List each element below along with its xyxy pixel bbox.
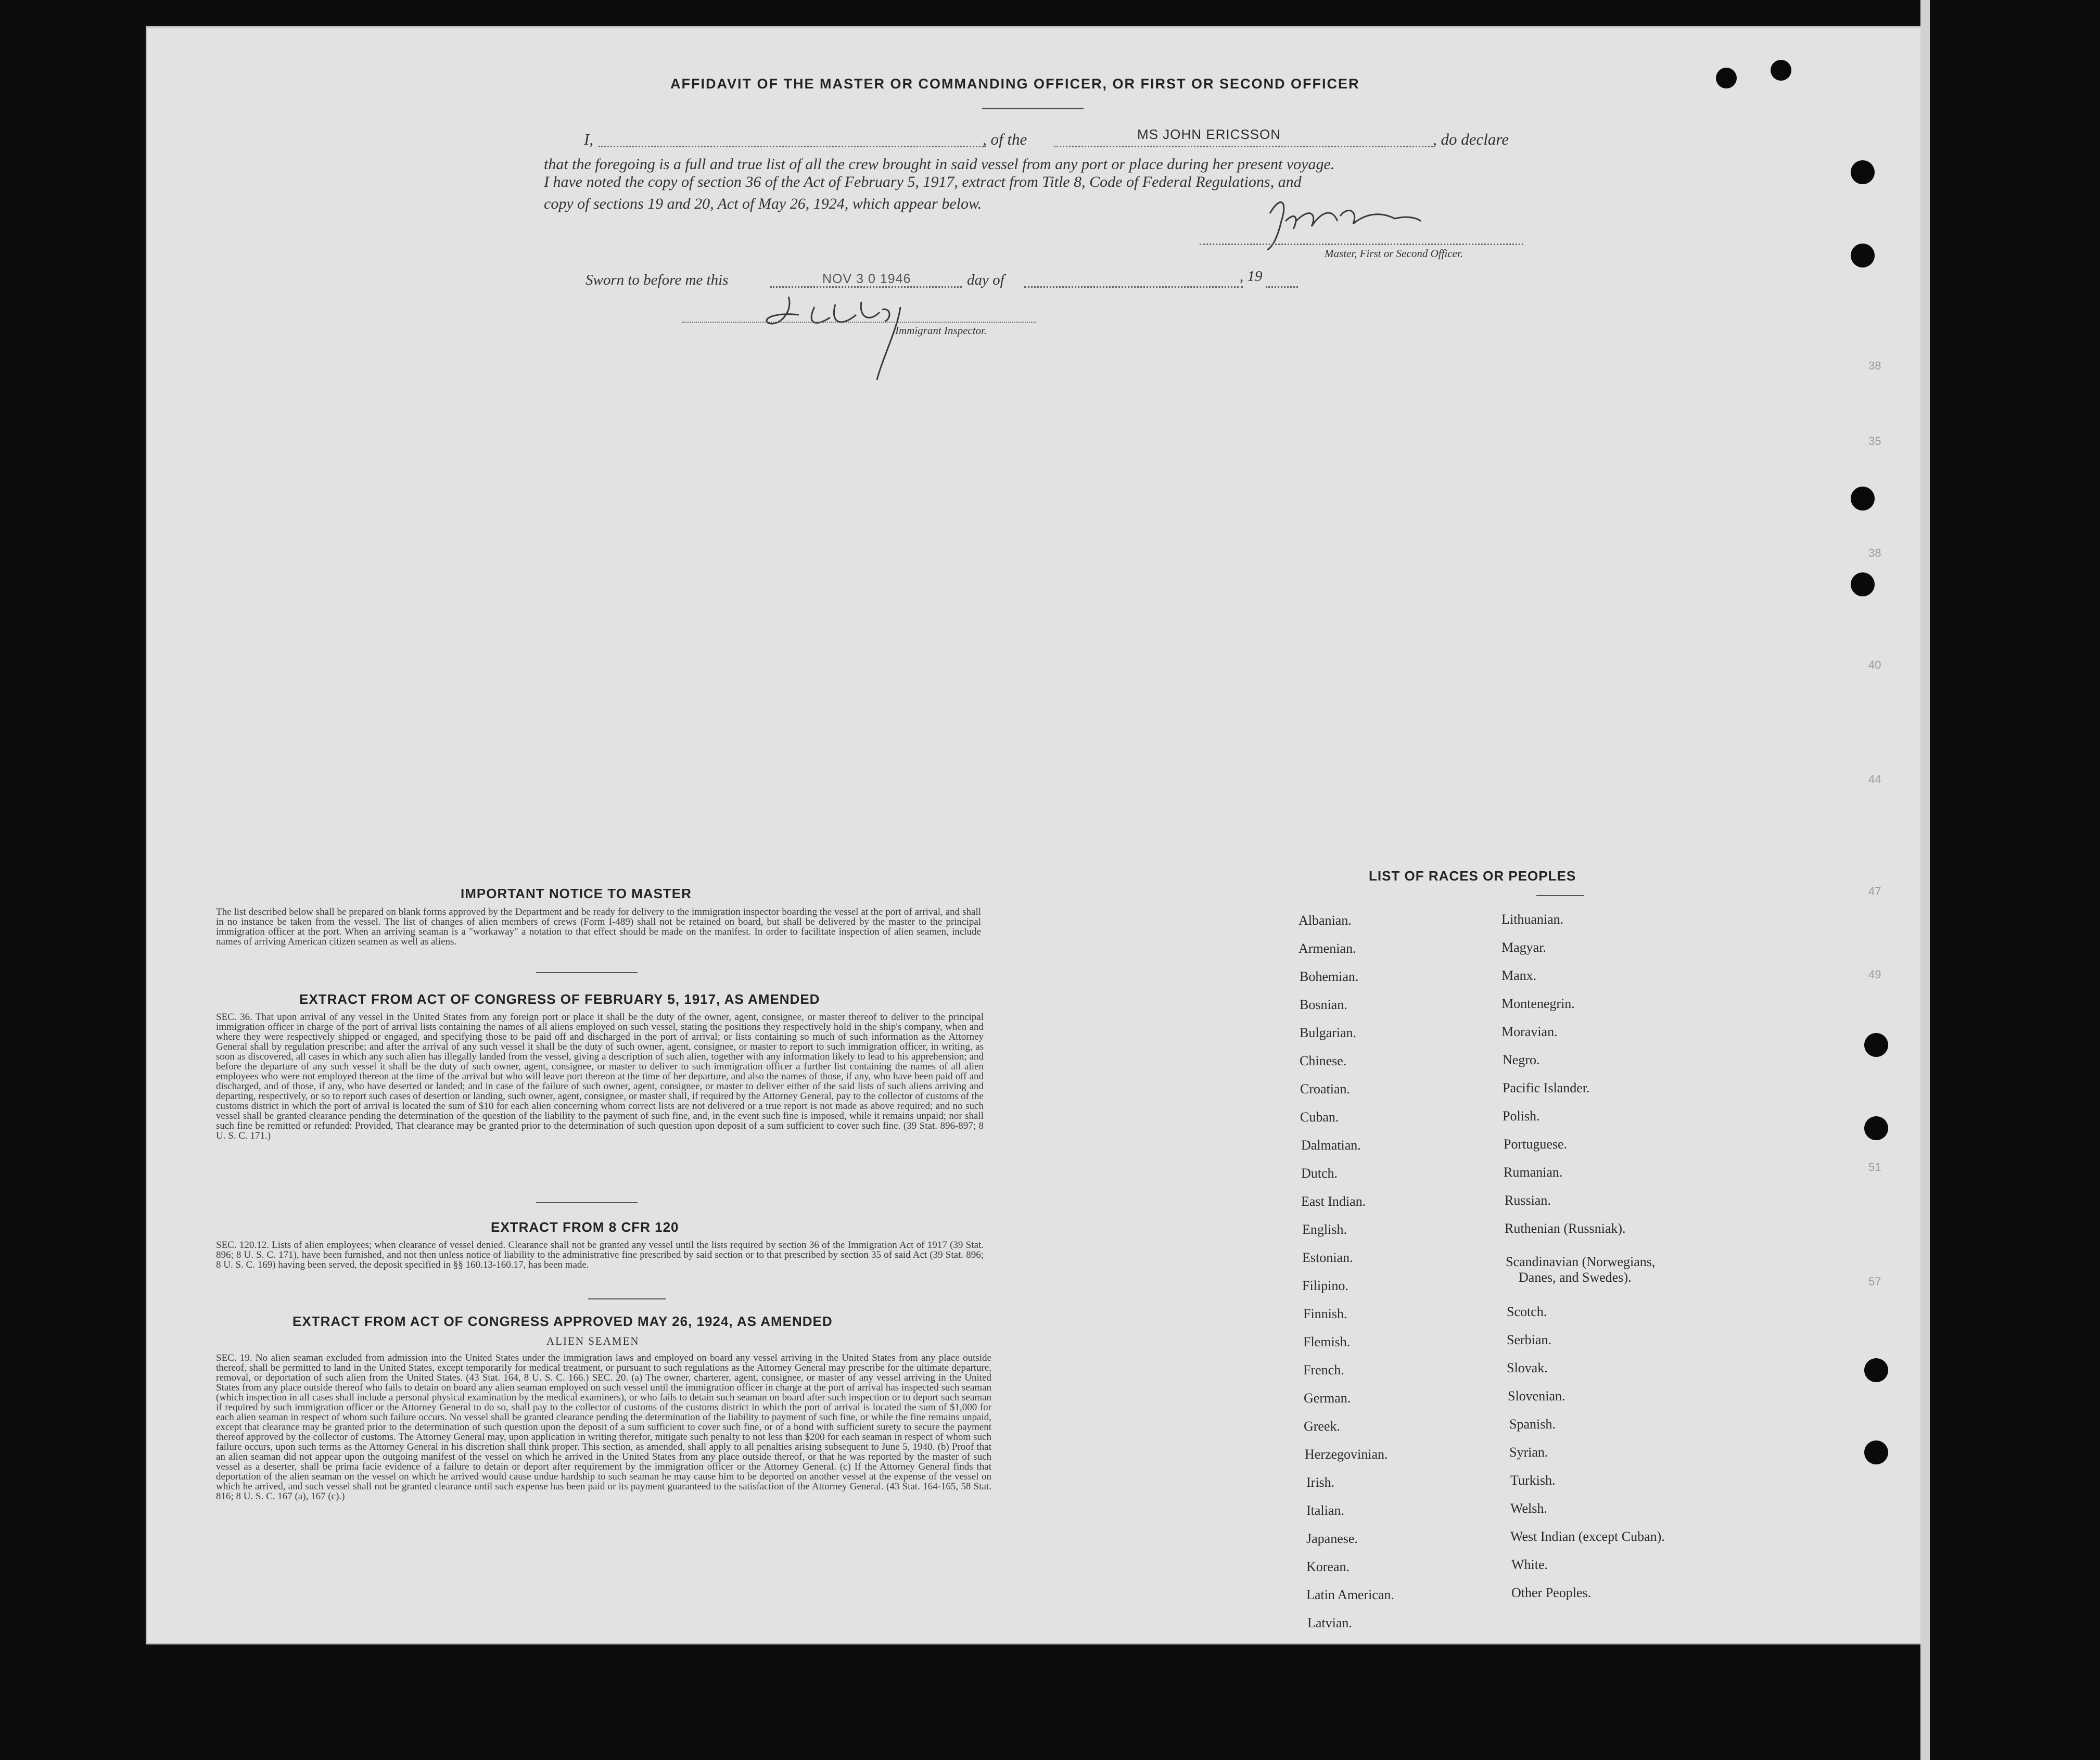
punch-hole [1864,1358,1888,1382]
year-blank [1266,286,1298,288]
race-item: Portuguese. [1504,1137,1568,1152]
race-item: White. [1511,1557,1548,1572]
divider [588,1298,666,1299]
race-item: Russian. [1505,1193,1551,1208]
race-item: Greek. [1304,1419,1341,1434]
punch-hole [1864,1440,1888,1464]
extract-1917-text: SEC. 36. That upon arrival of any vessel in the United States from any foreign port or place it shall be the duty of the owner, agent, consignee, or master thereof to deliver to the principal immigration officer in charge of the port of arrival lists containing the names of all aliens employed on such vessel, stating the positions they respectively hold in the ship's company, when and where they were respectively shipped or engaged, and specifying those to be paid off and discharged in the port of arrival; or lists containing so much of such information as the Attorney General shall by regulation prescribe; and after the arrival of any such vessel it shall be the duty of such owner, agent, consignee, or master to report to such immigration officer, in writing, as soon as discovered, all cases in which any such alien has illegally landed from the vessel, giving a description of such alien, together with any information likely to lead to his apprehension; and before the departure of any such vessel it shall be the duty of such owner, agent, consignee, or master to deliver to such immigration officer a further list containing the names of all alien employees who were not employed thereon at the time of the arrival but who will leave port thereon at the time of her departure, and also the names of those, if any, who have been paid off and discharged, and of those, if any, who have deserted or landed; and in case of the failure of such owner, agent, consignee, or master to deliver either of the said lists of such aliens arriving and departing, respectively, or so to report such cases of desertion or landing, such owner, agent, consignee, or master shall, if required by the Attorney General, pay to the collector of customs of the customs district in which the port of arrival is located the sum of $10 for each alien concerning whom correct lists are not delivered or a true report is not made as above required; and no such vessel shall be granted clearance pending the determination of the question of the liability to the payment of such fine, and, in the event such fine is imposed, while it remains unpaid; nor shall such fine be remitted or refunded: Provided, That clearance may be granted prior to the determination of such question upon deposit of a sum sufficient to cover such fine. (39 Stat. 896-897; 8 U. S. C. 171.) [216,1012,984,1141]
page-edge [1920,0,1930,1760]
day-of: day of [967,272,1004,288]
affidavit-line1-declare: , do declare [1433,130,1509,148]
race-item: Albanian. [1299,913,1352,928]
affidavit-line1-i: I, [584,130,594,148]
race-item: Danes, and Swedes). [1519,1270,1632,1285]
race-item: Herzegovinian. [1305,1447,1388,1462]
bleed-through-marks: 38 [1868,546,1881,559]
affidavit-title: AFFIDAVIT OF THE MASTER OR COMMANDING OFFICER, OR FIRST OR SECOND OFFICER [670,76,1360,92]
extract-1917-title: EXTRACT FROM ACT OF CONGRESS OF FEBRUARY 5, 1917, AS AMENDED [299,991,820,1007]
divider [536,972,638,973]
race-item: Armenian. [1299,941,1356,956]
race-item: Serbian. [1507,1332,1551,1347]
affidavit-line3: I have noted the copy of section 36 of the Act of February 5, 1917, extract from Title 8, Code of Federal Regulations, and [544,173,1302,190]
race-item: Filipino. [1302,1278,1348,1293]
extract-1924-text: SEC. 19. No alien seaman excluded from admission into the United States under the immigration laws and employed on board any vessel arriving in the United States from any place outside thereof, shall be permitted to land in the United States, except temporarily for medical treatment, or pursuant to such regulations as the Attorney General may prescribe for the ultimate departure, removal, or deportation of such alien from the United States. (43 Stat. 164, 8 U. S. C. 166.) SEC. 20. (a) The owner, charterer, agent, consignee, or master of any vessel arriving in the United States from any place outside thereof who fails to detain on board any alien seaman employed on such vessel until the immigration officer in charge at the port of arrival has inspected such seaman (which inspection in all cases shall include a personal physical examination by the medical examiners), or who fails to detain such seaman on board after such inspection or to deport such seaman if required by such immigration officer or the Attorney General to do so, shall pay to the collector of customs of the customs district in which the port of arrival is located the sum of $1,000 for each alien seaman in respect of whom such failure occurs. No vessel shall be granted clearance pending the determination of the liability to payment of such fine, or while the fine remains unpaid, except that clearance may be granted prior to the determination of such question upon the deposit of a sum sufficient to cover such fine, or of a bond with sufficient surety to secure the payment thereof approved by the collector of customs. The Attorney General may, upon application in writing therefor, mitigate such penalty to not less than $200 for each seaman in respect of whom such failure occurs, upon such terms as the Attorney General in his discretion shall think proper. This section, as amended, shall apply to all penalties arising subsequent to June 5, 1940. (b) Proof that an alien seaman did not appear upon the outgoing manifest of the vessel on which he arrived in the United States from any place outside thereof, or that he was reported by the master of such vessel as a deserter, shall be prima facie evidence of a failure to detain or deport after requirement by the immigration officer or the Attorney General. (c) If the Attorney General finds that deportation of the alien seaman on the vessel on which he arrived would cause undue hardship to such seaman he may cause him to be deported on another vessel at the expense of the vessel on which he arrived, and such vessel shall not be granted clearance until such expense has been paid or its payment guaranteed to the satisfaction of the Attorney General. (43 Stat. 164-165, 58 Stat. 816; 8 U. S. C. 167 (a), 167 (c).) [216,1353,991,1502]
race-item: Syrian. [1509,1445,1548,1460]
race-item: English. [1302,1222,1347,1237]
race-item: Magyar. [1501,940,1546,955]
race-item: French. [1303,1362,1344,1378]
race-item: Cuban. [1300,1109,1339,1125]
race-item: Dalmatian. [1301,1138,1361,1153]
race-item: Latvian. [1307,1615,1352,1630]
race-item: Scotch. [1507,1304,1547,1319]
punch-hole [1851,244,1875,267]
inspector-signature-line [682,322,1036,323]
punch-hole [1851,160,1875,184]
punch-hole [1864,1116,1888,1140]
race-item: Bulgarian. [1300,1025,1357,1040]
race-item: Slovak. [1507,1360,1548,1375]
year-prefix: , 19 [1240,268,1263,285]
race-item: Croatian. [1300,1081,1351,1096]
inspector-caption: Immigrant Inspector. [895,324,987,337]
race-item: Polish. [1503,1108,1540,1124]
race-item: Lithuanian. [1501,912,1564,927]
bleed-through-marks: 49 [1868,968,1881,981]
bleed-through-marks: 51 [1868,1160,1881,1174]
extract-8cfr-title: EXTRACT FROM 8 CFR 120 [491,1219,679,1235]
race-item: Flemish. [1303,1334,1351,1349]
divider [536,1202,638,1203]
vessel-name: MS JOHN ERICSSON [1137,126,1281,142]
sworn-date-stamp: NOV 3 0 1946 [822,272,911,286]
bleed-through-marks: 44 [1868,773,1881,786]
bleed-through-marks: 57 [1868,1275,1881,1288]
punch-hole [1851,487,1875,511]
race-item: Latin American. [1306,1587,1394,1602]
bleed-through-marks: 38 [1868,359,1881,372]
month-blank [1024,286,1243,288]
race-item: Irish. [1306,1475,1335,1490]
race-item: Rumanian. [1504,1165,1563,1180]
races-title-underline [1536,895,1584,896]
bleed-through-marks: 35 [1868,435,1881,448]
extract-8cfr-text: SEC. 120.12. Lists of alien employees; when clearance of vessel denied. Clearance shall not be granted any vessel until the lists required by section 36 of the Immigration Act of 1917 (39 Stat. 896; 8 U. S. C. 171), have been furnished, and not then unless notice of liability to the administrative fine prescribed by said section or to that prescribed by section 35 of said Act (39 Stat. 896; 8 U. S. C. 169) having been served, the deposit specified in §§ 160.13-160.17, has been made. [216,1240,984,1270]
sworn-prefix: Sworn to before me this [586,272,729,288]
bleed-through-marks: 47 [1868,885,1881,898]
punch-hole [1851,572,1875,596]
race-item: Turkish. [1510,1473,1556,1488]
race-item: Manx. [1501,968,1537,983]
punch-hole [1864,1033,1888,1057]
race-item: Chinese. [1300,1053,1347,1068]
race-item: Italian. [1306,1503,1344,1518]
extract-1924-subtitle: ALIEN SEAMEN [546,1335,640,1347]
affidavit-line2: that the foregoing is a full and true list of all the crew brought in said vessel from any port or place during her present voyage. [544,156,1335,173]
race-item: Korean. [1306,1559,1350,1574]
race-item: Welsh. [1510,1501,1547,1516]
race-item: Bohemian. [1300,969,1359,984]
bleed-through-marks: 40 [1868,658,1881,671]
race-item: Ruthenian (Russniak). [1505,1221,1626,1236]
punch-hole [1716,68,1737,88]
master-caption: Master, First or Second Officer. [1325,247,1463,260]
race-item: Japanese. [1306,1531,1358,1546]
race-item: Negro. [1503,1052,1540,1067]
race-item: Other Peoples. [1511,1585,1592,1600]
race-item: Scandinavian (Norwegians, [1506,1254,1656,1269]
master-signature-line [1200,244,1523,245]
punch-hole [1771,60,1791,81]
race-item: Montenegrin. [1501,996,1575,1011]
affidavit-line4: copy of sections 19 and 20, Act of May 26, 1924, which appear below. [544,195,982,212]
race-item: West Indian (except Cuban). [1510,1529,1665,1544]
race-item: German. [1304,1391,1351,1406]
title-underline [982,108,1084,109]
notice-text: The list described below shall be prepared on blank forms approved by the Department and be ready for delivery to the immigration inspector boarding the vessel at the port of arrival, and shall in no instance be taken from the vessel. The list of changes of alien members of crews (Form I-489) shall not be retained on board, but shall be delivered by the master to the principal immigration officer at the port. When an arriving seaman is a "workaway" a notation to that effect should be made on the manifest. In order to facilitate inspection of alien seamen, include names of arriving American citizen seamen as well as aliens. [216,907,981,947]
race-item: Estonian. [1302,1250,1353,1265]
race-item: Dutch. [1301,1166,1338,1181]
extract-1924-title: EXTRACT FROM ACT OF CONGRESS APPROVED MAY 26, 1924, AS AMENDED [292,1313,833,1329]
race-item: Bosnian. [1300,997,1347,1012]
affidavit-line1-of: , of the [983,130,1027,148]
race-item: Pacific Islander. [1503,1080,1590,1095]
race-item: Spanish. [1509,1417,1556,1432]
races-title: LIST OF RACES OR PEOPLES [1369,868,1576,884]
master-name-blank [599,146,986,147]
notice-title: IMPORTANT NOTICE TO MASTER [461,886,692,901]
race-item: East Indian. [1301,1194,1366,1209]
vessel-name-blank [1054,146,1433,147]
race-item: Moravian. [1501,1024,1558,1039]
race-item: Finnish. [1303,1306,1347,1321]
race-item: Slovenian. [1508,1388,1566,1404]
